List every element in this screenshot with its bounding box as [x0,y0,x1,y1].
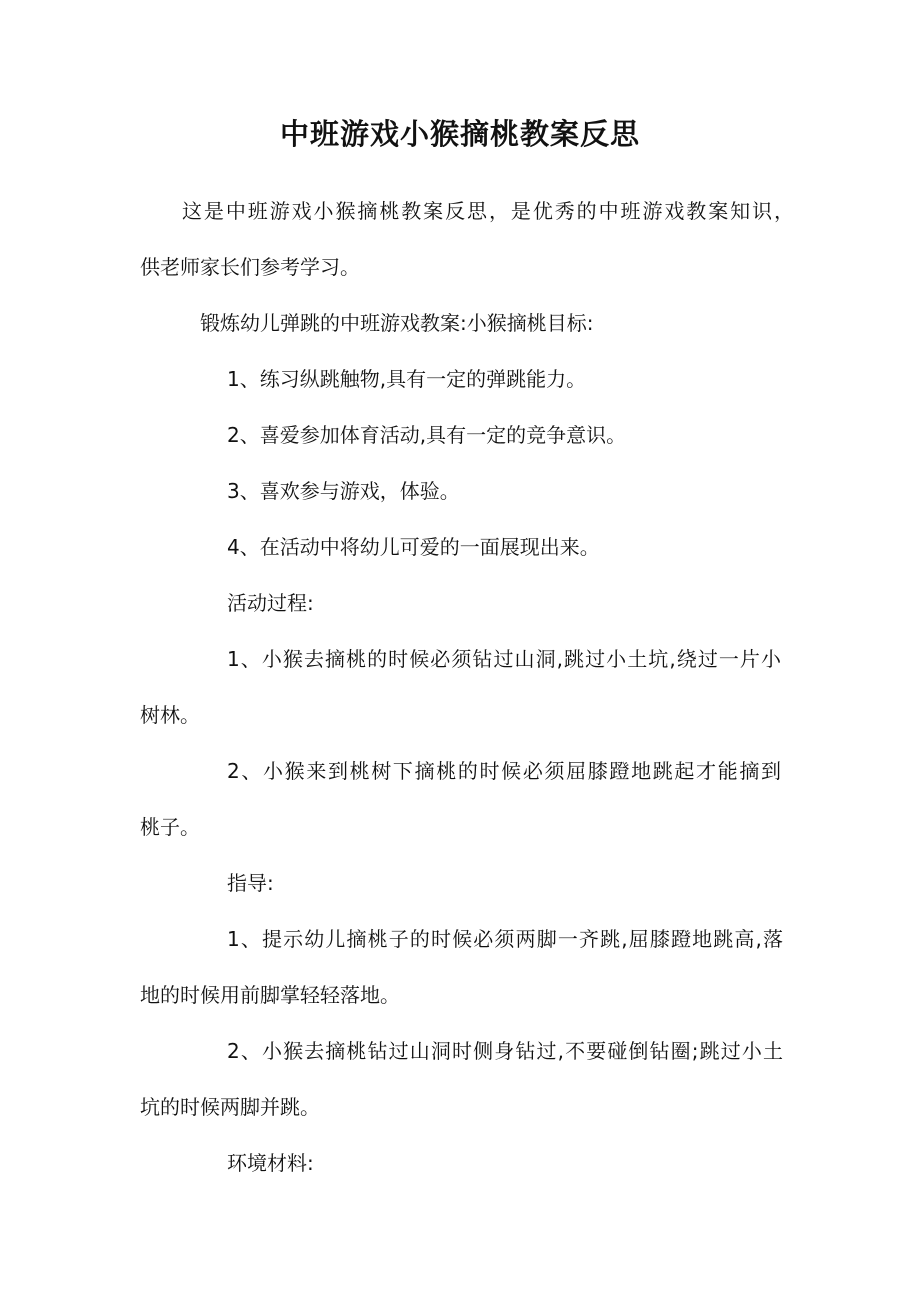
document-title: 中班游戏小猴摘桃教案反思 [279,117,640,151]
section-heading: 环境材料: [227,1151,314,1175]
list-item: 1、提示幼儿摘桃子的时候必须两脚一齐跳,屈膝蹬地跳高,落 [227,927,783,951]
list-item: 2、小猴去摘桃钻过山洞时侧身钻过,不要碰倒钻圈;跳过小土 [227,1039,783,1063]
list-item: 1、练习纵跳触物,具有一定的弹跳能力。 [227,367,587,391]
paragraph-line: 这是中班游戏小猴摘桃教案反思，是优秀的中班游戏教案知识， [182,199,794,223]
list-item: 3、喜欢参与游戏，体验。 [227,479,460,503]
list-item: 4、在活动中将幼儿可爱的一面展现出来。 [227,535,600,559]
list-item-continuation: 桃子。 [140,815,200,839]
list-item: 2、小猴来到桃树下摘桃的时候必须屈膝蹬地跳起才能摘到 [227,759,781,783]
paragraph-line: 供老师家长们参考学习。 [140,255,360,279]
section-heading: 活动过程: [227,591,314,615]
list-item-continuation: 树林。 [140,703,200,727]
section-heading: 指导: [227,871,274,895]
list-item: 2、喜爱参加体育活动,具有一定的竞争意识。 [227,423,627,447]
list-item-continuation: 地的时候用前脚掌轻轻落地。 [140,983,400,1007]
list-item-continuation: 坑的时候两脚并跳。 [140,1095,320,1119]
paragraph-line: 锻炼幼儿弹跳的中班游戏教案:小猴摘桃目标: [200,311,594,335]
list-item: 1、小猴去摘桃的时候必须钻过山洞,跳过小土坑,绕过一片小 [227,647,781,671]
